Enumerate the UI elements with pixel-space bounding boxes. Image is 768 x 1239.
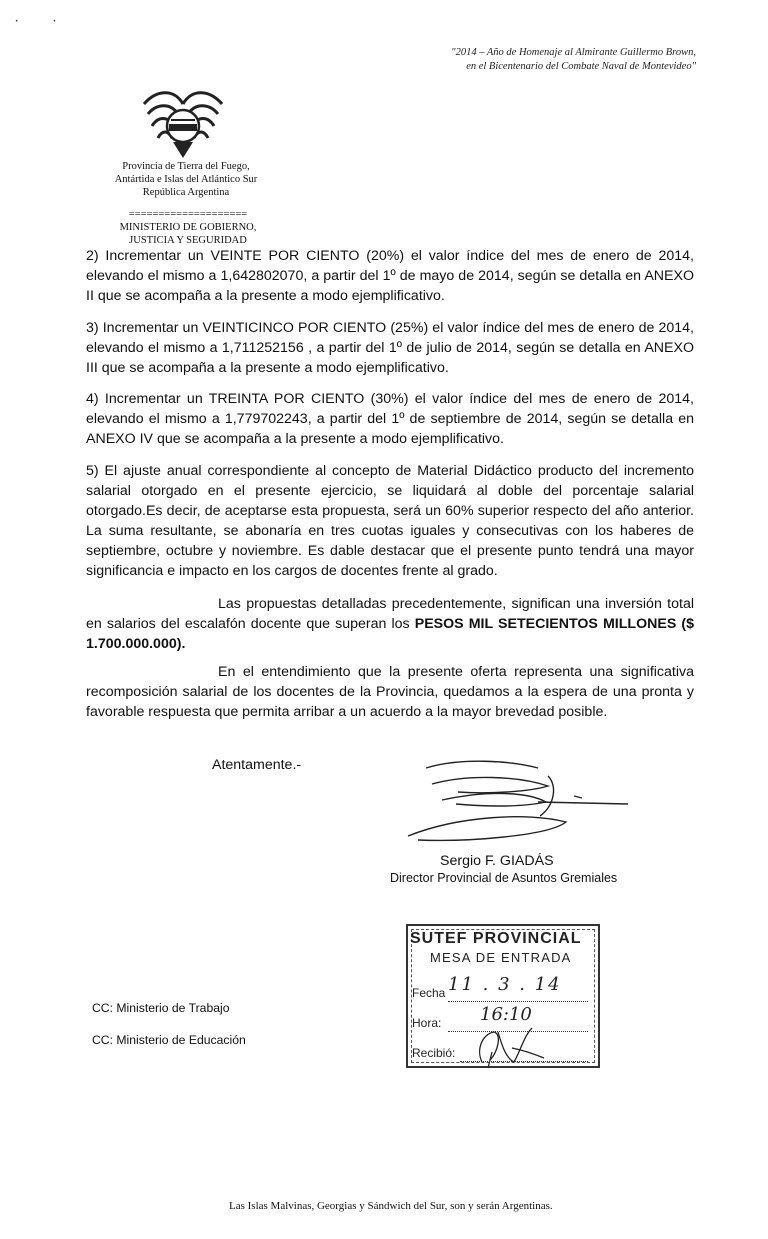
provincial-seal-icon: [136, 86, 230, 162]
stamp-fecha-label: Fecha: [412, 986, 446, 1000]
ministry-line-2: JUSTICIA Y SEGURIDAD: [129, 235, 247, 246]
item-4-paragraph: 4) Incrementar un TREINTA POR CIENTO (30%) el valor índice del mes de enero de 2014, elevando el mismo a 1,779702243, a partir del 1º de septiembre de 2014, según se detalla en ANEXO IV que se acompaña a la presente a modo ejemplificativo.: [86, 391, 694, 447]
total-investment-paragraph: [86, 594, 694, 654]
province-line-2: Antártida e Islas del Atlántico Sur: [114, 174, 258, 185]
stamp-hora-label: Hora:: [412, 1016, 442, 1030]
item-2-paragraph: 2) Incrementar un VEINTE POR CIENTO (20%) el valor índice del mes de enero de 2014, elevando el mismo a 1,642802070, a partir del 1º de mayo de 2014, según se detalla en ANEXO II que se acompaña a la presente a modo ejemplificativo.: [86, 248, 694, 304]
item-3-paragraph: 3) Incrementar un VEINTICINCO POR CIENTO (25%) el valor índice del mes de enero de 2014, elevando el mismo a 1,711252156 , a partir del 1º de julio de 2014, según se detalla en ANEXO III que se acompaña a la presente a modo ejemplificativo.: [86, 320, 694, 376]
footer-motto: Las Islas Malvinas, Georgias y Sándwich del Sur, son y serán Argentinas.: [229, 1200, 553, 1212]
stamp-fecha-value: 11 . 3 . 14: [448, 974, 562, 995]
stamp-recibio-label: Recibió:: [412, 1046, 456, 1060]
handwritten-signature: [398, 756, 638, 852]
motto-line-1: "2014 – Año de Homenaje al Almirante Guillermo Brown,: [451, 47, 696, 58]
signer-name: Sergio F. GIADÁS: [440, 853, 554, 869]
reception-stamp: [398, 918, 606, 1070]
cc-ministerio-educacion: CC: Ministerio de Educación: [92, 1033, 246, 1047]
separator-line: ====================: [128, 209, 248, 220]
province-line-1: Provincia de Tierra del Fuego,: [122, 161, 250, 172]
total-intro-text: Las propuestas detalladas precedentemente, significan una inversión total en salarios del escalafón docente que superan los: [86, 596, 694, 632]
closing-paragraph: En el entendimiento que la presente oferta representa una significativa recomposición salarial de los docentes de la Provincia, quedamos a la espera de una pronta y favorable respuesta que permita arribar a un acuerdo a la mayor brevedad posible.: [86, 664, 694, 720]
signer-title: Director Provincial de Asuntos Gremiales: [390, 871, 618, 885]
year-motto: [451, 46, 696, 74]
province-line-3: República Argentina: [142, 187, 230, 198]
ministry-name: [108, 208, 268, 247]
total-amount-text: PESOS MIL SETECIENTOS MILLONES ($ 1.700.000.000).: [86, 616, 694, 652]
item-5-paragraph: 5) El ajuste anual correspondiente al concepto de Material Didáctico producto del incremento salarial otorgado en el presente ejercicio, se liquidará al doble del porcentaje salarial otorgado.Es decir, de aceptarse esta propuesta, será un 60% superior respecto del año anterior. La suma resultante, se abonaría en tres cuotas iguales y consecutivas con los haberes de septiembre, octubre y noviembre. Es dable destacar que el presente punto tendrá una mayor significancia e impacto en los cargos de docentes frente al grado.: [86, 463, 694, 579]
receiver-signature: [468, 1022, 558, 1070]
province-letterhead: [96, 160, 276, 199]
stamp-hora-value: 16:10: [480, 1004, 532, 1025]
ministry-line-1: MINISTERIO DE GOBIERNO,: [119, 222, 257, 233]
stamp-title: SUTEF PROVINCIAL: [410, 930, 582, 947]
scan-marks: · ·: [14, 12, 72, 29]
cc-ministerio-trabajo: CC: Ministerio de Trabajo: [92, 1001, 230, 1015]
stamp-fecha-line: [448, 1000, 588, 1002]
salutation: Atentamente.-: [212, 757, 302, 773]
stamp-subtitle: MESA DE ENTRADA: [430, 950, 572, 965]
motto-line-2: en el Bicentenario del Combate Naval de Montevideo": [466, 61, 696, 72]
